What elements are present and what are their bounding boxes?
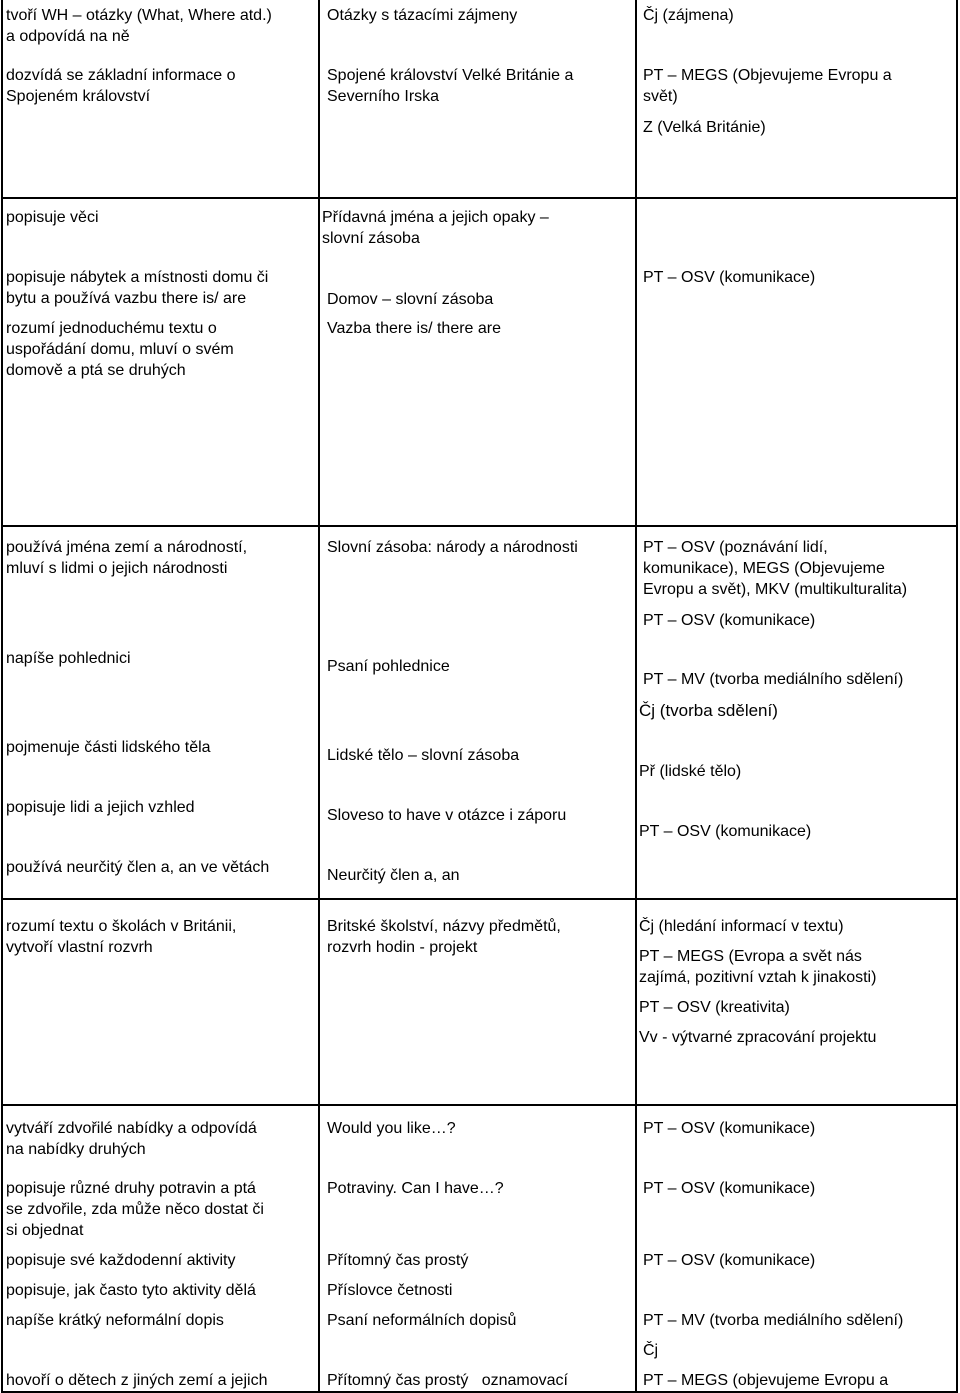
row1-outcome-text: tvoří WH – otázky (What, Where atd.) a odpovídá na ně bbox=[6, 7, 272, 45]
row3-outcome-text: používá neurčitý člen a, an ve větách bbox=[6, 859, 270, 876]
row4-link-text: Vv - výtvarné zpracování projektu bbox=[639, 1029, 877, 1046]
row3-link-text: Čj (tvorba sdělení) bbox=[639, 701, 778, 720]
row-divider-4 bbox=[1, 1104, 958, 1106]
row5-topic-text: Would you like…? bbox=[327, 1120, 456, 1137]
row5-link-text: PT – MV (tvorba mediálního sdělení) bbox=[643, 1312, 904, 1329]
row5-outcome-text: hovoří o dětech z jiných zemí a jejich bbox=[6, 1372, 268, 1389]
row5-topic-text: Přítomný čas prostý oznamovací bbox=[327, 1372, 568, 1389]
row5-link-text: PT – OSV (komunikace) bbox=[643, 1180, 816, 1197]
row5-link-text: PT – MEGS (objevujeme Evropu a bbox=[643, 1372, 889, 1389]
row4-link-text: PT – MEGS (Evropa a svět nás zajímá, pozitivní vztah k jinakosti) bbox=[639, 948, 877, 986]
row3-topic-text: Sloveso to have v otázce i záporu bbox=[327, 807, 567, 824]
table-border-right bbox=[956, 0, 958, 1393]
row3-link-text: PT – OSV (komunikace) bbox=[639, 823, 812, 840]
row5-outcome-text: vytváří zdvořilé nabídky a odpovídá na nabídky druhých bbox=[6, 1120, 257, 1158]
row5-topic-text: Psaní neformálních dopisů bbox=[327, 1312, 517, 1329]
row1-link-text: Z (Velká Británie) bbox=[643, 119, 766, 136]
row1-link-text: Čj (zájmena) bbox=[643, 7, 734, 24]
row3-outcome-text: pojmenuje části lidského těla bbox=[6, 739, 211, 756]
row4-link-text: PT – OSV (kreativita) bbox=[639, 999, 790, 1016]
row2-outcome-text: popisuje nábytek a místnosti domu či bytu a používá vazbu there is/ are bbox=[6, 269, 269, 307]
row2-topic-text: Přídavná jména a jejich opaky – slovní zásoba bbox=[322, 209, 549, 247]
row2-link-text: PT – OSV (komunikace) bbox=[643, 269, 816, 286]
row1-topic-text: Spojené království Velké Británie a Severního Irska bbox=[327, 67, 574, 105]
row5-link-text: PT – OSV (komunikace) bbox=[643, 1252, 816, 1269]
row5-topic-text: Potraviny. Can I have…? bbox=[327, 1180, 504, 1197]
row3-link-text: PT – OSV (poznávání lidí, komunikace), MEGS (Objevujeme Evropu a svět), MKV (multikulturalita) bbox=[643, 539, 908, 598]
table-border-left bbox=[1, 0, 3, 1393]
row5-topic-text: Přítomný čas prostý bbox=[327, 1252, 469, 1269]
row5-outcome-text: napíše krátký neformální dopis bbox=[6, 1312, 224, 1329]
row5-link-text: PT – OSV (komunikace) bbox=[643, 1120, 816, 1137]
row1-topic-text: Otázky s tázacími zájmeny bbox=[327, 7, 518, 24]
row3-link-text: Př (lidské tělo) bbox=[639, 763, 742, 780]
row3-topic-text: Slovní zásoba: národy a národnosti bbox=[327, 539, 578, 556]
row3-topic-text: Lidské tělo – slovní zásoba bbox=[327, 747, 520, 764]
row3-link-text: PT – OSV (komunikace) bbox=[643, 612, 816, 629]
row2-topic-text: Domov – slovní zásoba bbox=[327, 291, 494, 308]
row4-topic-text: Britské školství, názvy předmětů, rozvrh hodin - projekt bbox=[327, 918, 561, 956]
row5-outcome-text: popisuje své každodenní aktivity bbox=[6, 1252, 236, 1269]
row5-topic-text: Příslovce četnosti bbox=[327, 1282, 453, 1299]
row3-link-text: PT – MV (tvorba mediálního sdělení) bbox=[643, 671, 904, 688]
row1-outcome-text: dozvídá se základní informace o Spojeném království bbox=[6, 67, 236, 105]
row3-outcome-text: napíše pohlednici bbox=[6, 650, 131, 667]
row5-outcome-text: popisuje, jak často tyto aktivity dělá bbox=[6, 1282, 256, 1299]
row5-link-text: Čj bbox=[643, 1342, 659, 1359]
row2-outcome-text: rozumí jednoduchému textu o uspořádání domu, mluví o svém domově a ptá se druhých bbox=[6, 320, 234, 379]
row2-topic-text: Vazba there is/ there are bbox=[327, 320, 502, 337]
row-divider-1 bbox=[1, 197, 958, 199]
row4-link-text: Čj (hledání informací v textu) bbox=[639, 918, 844, 935]
row1-link-text: PT – MEGS (Objevujeme Evropu a svět) bbox=[643, 67, 892, 105]
row-divider-3 bbox=[1, 898, 958, 900]
row3-topic-text: Neurčitý člen a, an bbox=[327, 867, 460, 884]
row3-topic-text: Psaní pohlednice bbox=[327, 658, 450, 675]
column-divider-2 bbox=[635, 0, 637, 1393]
row5-outcome-text: popisuje různé druhy potravin a ptá se zdvořile, zda může něco dostat či si objednat bbox=[6, 1180, 264, 1239]
row4-outcome-text: rozumí textu o školách v Británii, vytvoří vlastní rozvrh bbox=[6, 918, 237, 956]
row-divider-2 bbox=[1, 525, 958, 527]
row3-outcome-text: popisuje lidi a jejich vzhled bbox=[6, 799, 195, 816]
row2-outcome-text: popisuje věci bbox=[6, 209, 99, 226]
row3-outcome-text: používá jména zemí a národností, mluví s lidmi o jejich národnosti bbox=[6, 539, 248, 577]
column-divider-1 bbox=[318, 0, 320, 1393]
